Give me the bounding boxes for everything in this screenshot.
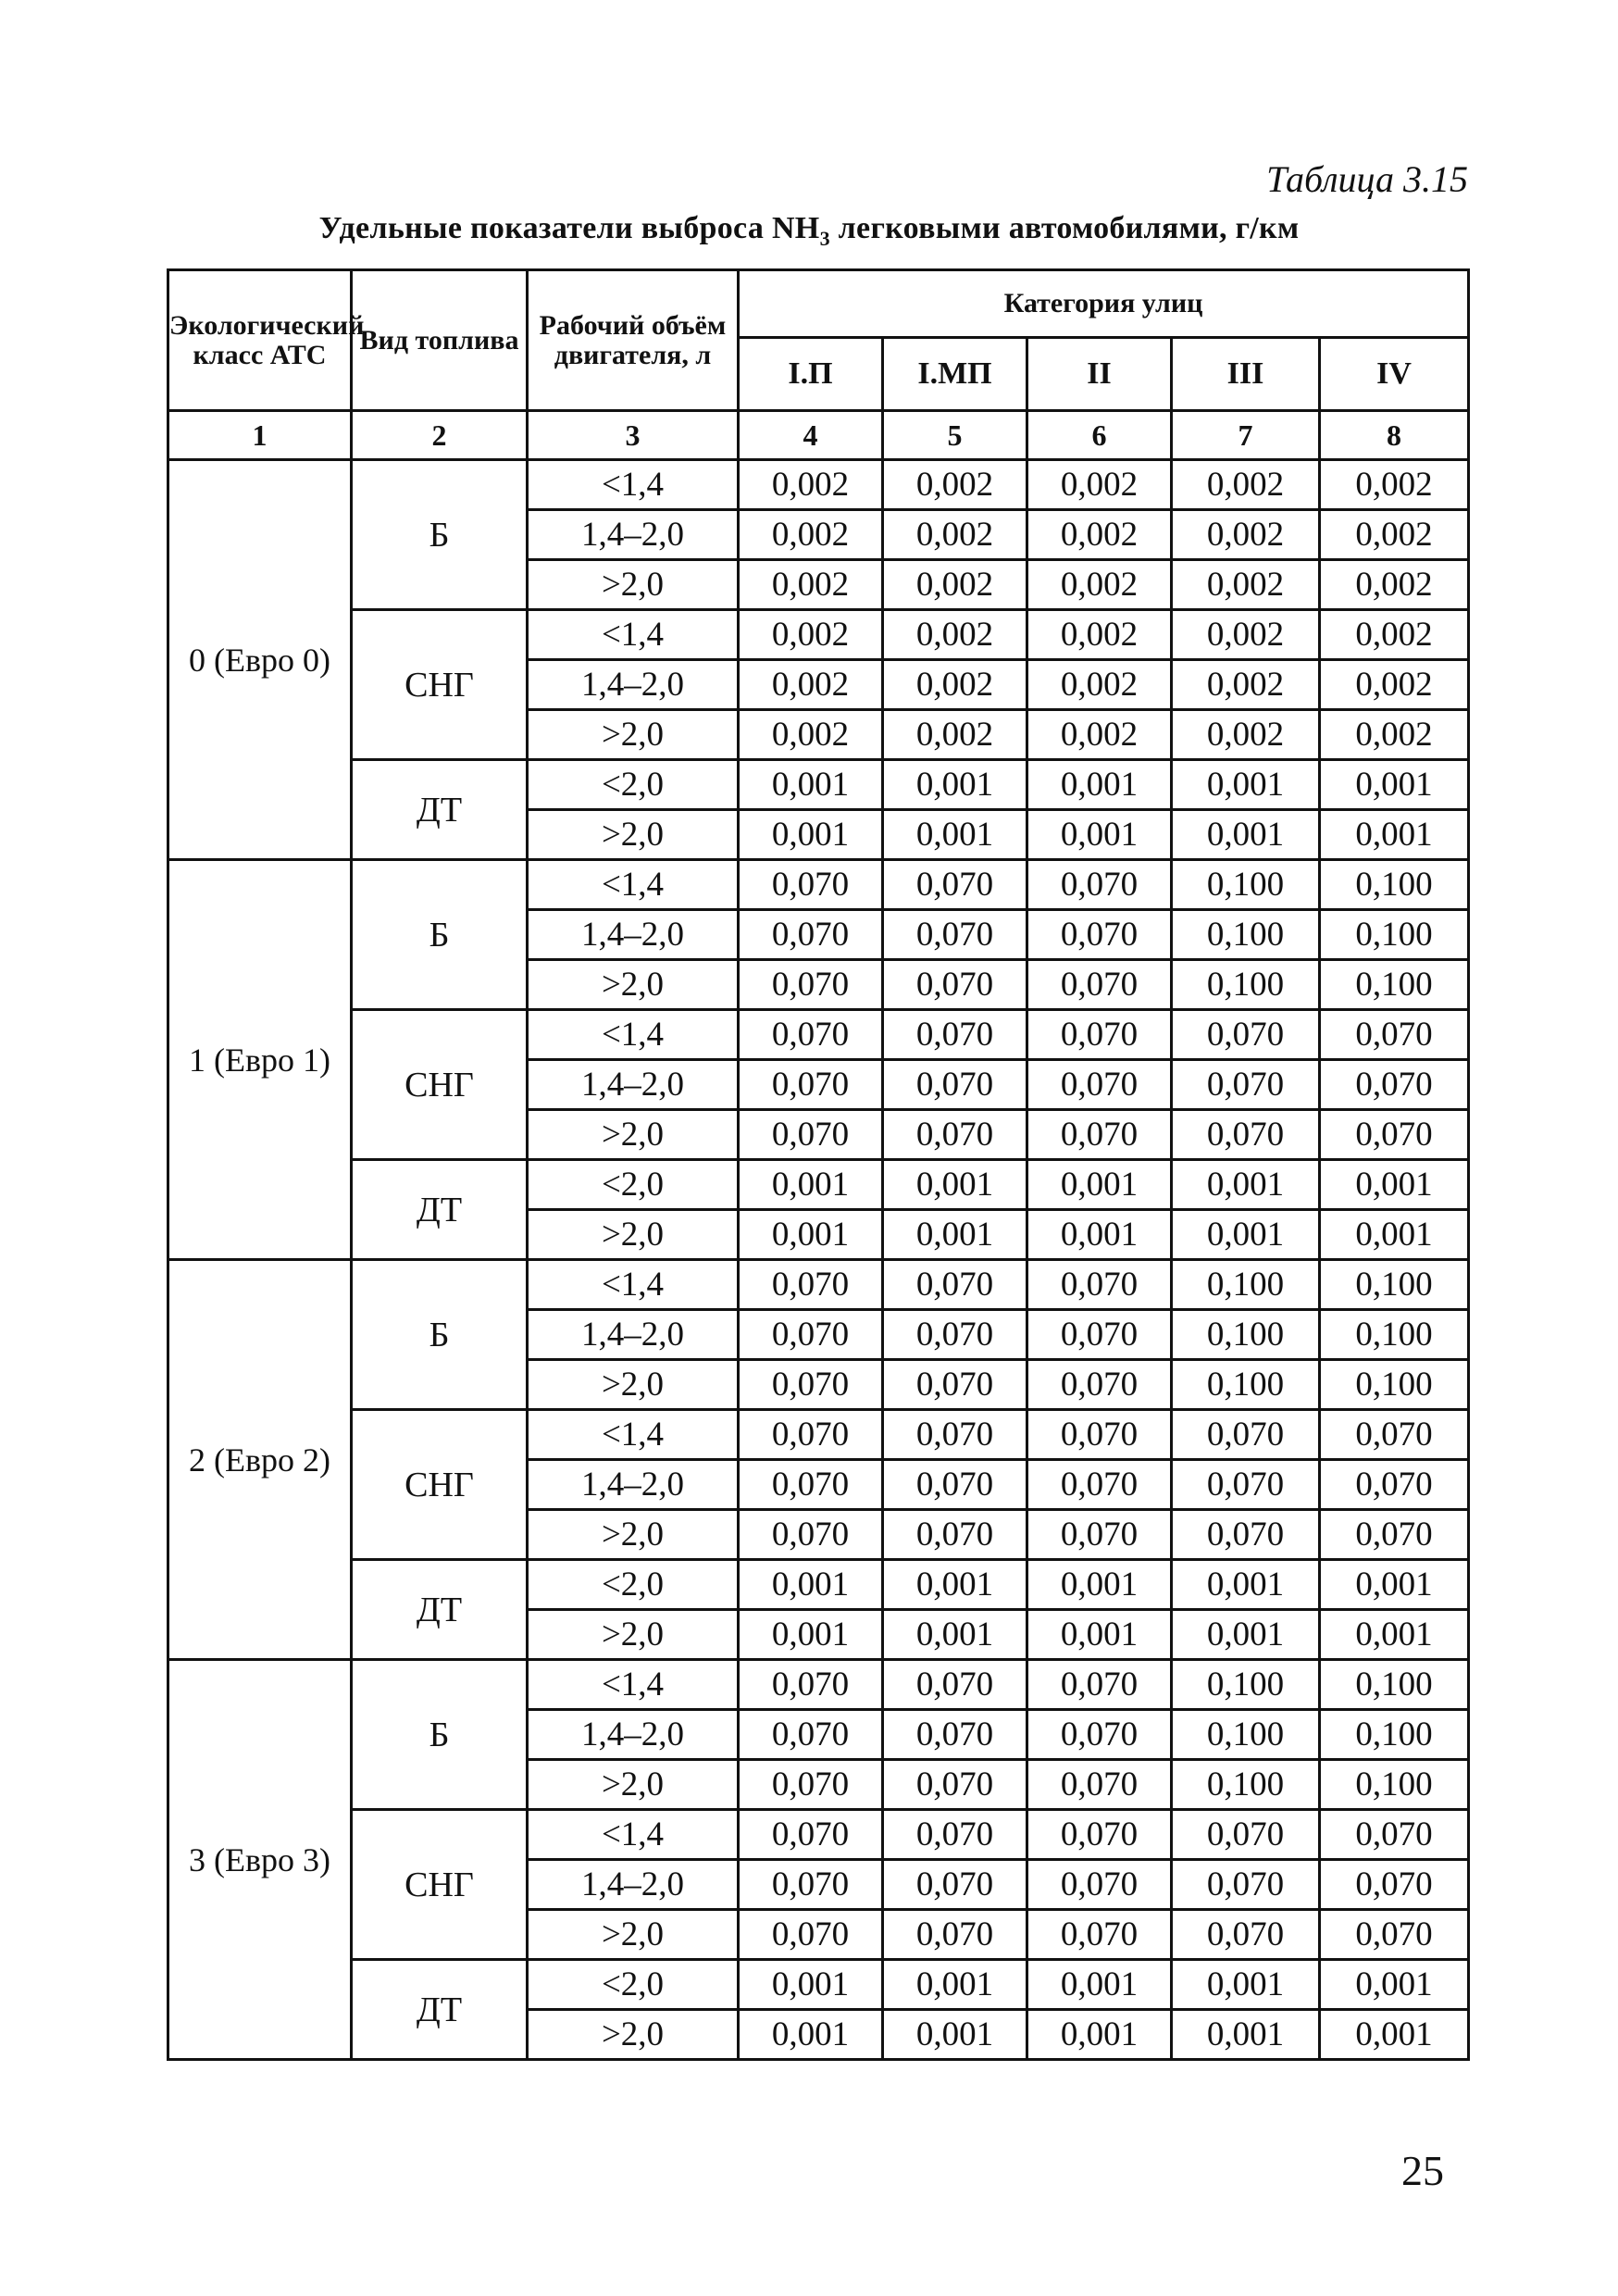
engine-volume-cell: <1,4 <box>528 610 739 660</box>
emission-value-cell: 0,070 <box>883 1710 1027 1760</box>
emission-value-cell: 0,070 <box>1027 1060 1172 1110</box>
engine-volume-cell: >2,0 <box>528 1110 739 1160</box>
emission-value-cell: 0,100 <box>1172 910 1320 960</box>
engine-volume-cell: >2,0 <box>528 1210 739 1260</box>
table-row <box>168 1560 1469 1610</box>
emission-value-cell: 0,001 <box>1172 2010 1320 2060</box>
emission-value-cell: 0,001 <box>1320 810 1469 860</box>
street-category-header: Категория улиц <box>739 270 1469 338</box>
category-header: IV <box>1320 338 1469 411</box>
emission-value-cell: 0,002 <box>739 710 883 760</box>
table-row <box>168 860 1469 910</box>
emission-value-cell: 0,001 <box>739 760 883 810</box>
emission-value-cell: 0,070 <box>883 1060 1027 1110</box>
emission-value-cell: 0,070 <box>1320 1060 1469 1110</box>
engine-volume-cell: >2,0 <box>528 2010 739 2060</box>
emission-value-cell: 0,001 <box>1027 1960 1172 2010</box>
engine-volume-cell: 1,4–2,0 <box>528 1060 739 1110</box>
emission-value-cell: 0,001 <box>739 810 883 860</box>
emission-value-cell: 0,001 <box>1027 810 1172 860</box>
emission-value-cell: 0,002 <box>883 460 1027 510</box>
column-number: 7 <box>1172 411 1320 460</box>
emission-value-cell: 0,002 <box>1172 660 1320 710</box>
emission-value-cell: 0,070 <box>739 910 883 960</box>
emission-value-cell: 0,002 <box>1027 460 1172 510</box>
emission-value-cell: 0,001 <box>1320 1160 1469 1210</box>
emission-value-cell: 0,001 <box>1320 760 1469 810</box>
emission-value-cell: 0,001 <box>1172 1610 1320 1660</box>
emission-value-cell: 0,070 <box>739 1910 883 1960</box>
emission-value-cell: 0,070 <box>883 1360 1027 1410</box>
caption-subscript: 3 <box>819 226 830 250</box>
emission-value-cell: 0,002 <box>1027 660 1172 710</box>
engine-volume-cell: <2,0 <box>528 1960 739 2010</box>
emission-value-cell: 0,070 <box>1172 1810 1320 1860</box>
caption-text-start: Удельные показатели выброса NH <box>318 211 820 245</box>
emission-value-cell: 0,070 <box>883 1510 1027 1560</box>
engine-volume-cell: <1,4 <box>528 460 739 510</box>
emission-value-cell: 0,002 <box>1172 560 1320 610</box>
column-number: 6 <box>1027 411 1172 460</box>
emission-value-cell: 0,070 <box>883 1310 1027 1360</box>
emission-value-cell: 0,070 <box>1172 1410 1320 1460</box>
table-row <box>168 1960 1469 2010</box>
emission-value-cell: 0,070 <box>1320 1410 1469 1460</box>
emission-value-cell: 0,070 <box>883 1860 1027 1910</box>
emission-value-cell: 0,100 <box>1172 860 1320 910</box>
fuel-type-header: Вид топлива <box>352 270 528 411</box>
emission-value-cell: 0,001 <box>1027 1610 1172 1660</box>
table-row <box>168 610 1469 660</box>
emission-value-cell: 0,001 <box>739 1960 883 2010</box>
emission-value-cell: 0,070 <box>1172 1860 1320 1910</box>
emission-value-cell: 0,070 <box>739 1110 883 1160</box>
engine-volume-header: Рабочий объём двигателя, л <box>528 270 739 411</box>
emission-value-cell: 0,001 <box>883 810 1027 860</box>
emission-value-cell: 0,001 <box>1027 1210 1172 1260</box>
engine-volume-cell: >2,0 <box>528 1510 739 1560</box>
emission-value-cell: 0,002 <box>1027 610 1172 660</box>
emission-value-cell: 0,070 <box>1172 1110 1320 1160</box>
caption-text-end: легковыми автомобилями, г/км <box>829 211 1300 245</box>
emission-value-cell: 0,100 <box>1172 1310 1320 1360</box>
table-row <box>168 1260 1469 1310</box>
emission-value-cell: 0,070 <box>739 860 883 910</box>
fuel-type-cell: Б <box>352 860 528 1010</box>
emission-value-cell: 0,070 <box>1172 1010 1320 1060</box>
emission-value-cell: 0,070 <box>739 960 883 1010</box>
header-row <box>168 270 1469 338</box>
emission-value-cell: 0,002 <box>1172 460 1320 510</box>
emission-value-cell: 0,001 <box>1172 1160 1320 1210</box>
emission-value-cell: 0,070 <box>1027 1910 1172 1960</box>
emission-value-cell: 0,002 <box>883 560 1027 610</box>
emission-value-cell: 0,100 <box>1320 860 1469 910</box>
emission-value-cell: 0,070 <box>1027 1510 1172 1560</box>
emission-value-cell: 0,002 <box>739 510 883 560</box>
engine-volume-cell: <1,4 <box>528 1410 739 1460</box>
emission-value-cell: 0,100 <box>1172 1360 1320 1410</box>
emission-value-cell: 0,070 <box>883 1760 1027 1810</box>
emission-value-cell: 0,001 <box>739 1160 883 1210</box>
emission-value-cell: 0,070 <box>883 1660 1027 1710</box>
emission-value-cell: 0,001 <box>883 2010 1027 2060</box>
emission-value-cell: 0,002 <box>1172 710 1320 760</box>
engine-volume-cell: <1,4 <box>528 1010 739 1060</box>
engine-volume-cell: 1,4–2,0 <box>528 910 739 960</box>
column-number: 3 <box>528 411 739 460</box>
eco-class-header: Экологический класс АТС <box>168 270 352 411</box>
eco-class-cell: 2 (Евро 2) <box>168 1260 352 1660</box>
emission-value-cell: 0,100 <box>1320 1760 1469 1810</box>
page-number: 25 <box>1401 2147 1444 2194</box>
emission-value-cell: 0,070 <box>1027 1260 1172 1310</box>
fuel-type-cell: ДТ <box>352 1560 528 1660</box>
emission-value-cell: 0,070 <box>1172 1060 1320 1110</box>
engine-volume-cell: >2,0 <box>528 1760 739 1810</box>
emission-value-cell: 0,070 <box>1320 1510 1469 1560</box>
emission-value-cell: 0,002 <box>1320 710 1469 760</box>
emission-value-cell: 0,070 <box>1027 1710 1172 1760</box>
engine-volume-cell: >2,0 <box>528 960 739 1010</box>
emission-value-cell: 0,070 <box>739 1810 883 1860</box>
emission-value-cell: 0,001 <box>1320 1210 1469 1260</box>
eco-class-cell: 0 (Евро 0) <box>168 460 352 860</box>
emission-value-cell: 0,070 <box>1027 1360 1172 1410</box>
emission-value-cell: 0,002 <box>1320 560 1469 610</box>
emission-value-cell: 0,001 <box>1172 1960 1320 2010</box>
emission-value-cell: 0,001 <box>1027 1160 1172 1210</box>
table-caption <box>0 211 1618 251</box>
emission-value-cell: 0,002 <box>1027 510 1172 560</box>
engine-volume-cell: >2,0 <box>528 1610 739 1660</box>
emission-value-cell: 0,002 <box>1320 610 1469 660</box>
emission-value-cell: 0,002 <box>1320 460 1469 510</box>
emission-value-cell: 0,002 <box>739 660 883 710</box>
column-number: 8 <box>1320 411 1469 460</box>
emission-value-cell: 0,070 <box>739 1410 883 1460</box>
emission-value-cell: 0,070 <box>1027 1010 1172 1060</box>
engine-volume-cell: 1,4–2,0 <box>528 1710 739 1760</box>
engine-volume-cell: 1,4–2,0 <box>528 510 739 560</box>
column-number: 5 <box>883 411 1027 460</box>
column-number: 4 <box>739 411 883 460</box>
emission-value-cell: 0,001 <box>1320 2010 1469 2060</box>
emission-value-cell: 0,001 <box>739 1210 883 1260</box>
emission-value-cell: 0,070 <box>1027 1810 1172 1860</box>
emission-value-cell: 0,100 <box>1172 1660 1320 1710</box>
emission-value-cell: 0,001 <box>883 1960 1027 2010</box>
engine-volume-cell: 1,4–2,0 <box>528 1460 739 1510</box>
emission-value-cell: 0,002 <box>1172 610 1320 660</box>
emission-value-cell: 0,100 <box>1320 1310 1469 1360</box>
emission-value-cell: 0,002 <box>1172 510 1320 560</box>
emission-value-cell: 0,002 <box>739 560 883 610</box>
emission-value-cell: 0,100 <box>1172 960 1320 1010</box>
emission-value-cell: 0,070 <box>1172 1910 1320 1960</box>
emission-value-cell: 0,070 <box>883 1810 1027 1860</box>
emission-value-cell: 0,070 <box>1320 1010 1469 1060</box>
emission-value-cell: 0,001 <box>1027 2010 1172 2060</box>
emission-value-cell: 0,070 <box>739 1360 883 1410</box>
emission-value-cell: 0,001 <box>1172 810 1320 860</box>
emission-value-cell: 0,001 <box>739 1560 883 1610</box>
emission-value-cell: 0,002 <box>739 610 883 660</box>
engine-volume-cell: 1,4–2,0 <box>528 1860 739 1910</box>
emission-value-cell: 0,100 <box>1172 1260 1320 1310</box>
emission-value-cell: 0,001 <box>1172 1210 1320 1260</box>
emission-value-cell: 0,070 <box>1027 1460 1172 1510</box>
emission-value-cell: 0,001 <box>1172 1560 1320 1610</box>
engine-volume-cell: <2,0 <box>528 1560 739 1610</box>
emission-value-cell: 0,001 <box>883 760 1027 810</box>
emission-value-cell: 0,070 <box>1320 1460 1469 1510</box>
emission-value-cell: 0,070 <box>883 960 1027 1010</box>
emission-value-cell: 0,070 <box>1027 910 1172 960</box>
emission-value-cell: 0,070 <box>739 1710 883 1760</box>
fuel-type-cell: СНГ <box>352 1810 528 1960</box>
category-header: I.МП <box>883 338 1027 411</box>
engine-volume-cell: >2,0 <box>528 560 739 610</box>
emission-value-cell: 0,070 <box>1320 1860 1469 1910</box>
emission-value-cell: 0,002 <box>1027 710 1172 760</box>
emission-value-cell: 0,070 <box>739 1760 883 1810</box>
emission-value-cell: 0,070 <box>739 1510 883 1560</box>
fuel-type-cell: СНГ <box>352 610 528 760</box>
emission-value-cell: 0,001 <box>739 1610 883 1660</box>
emission-value-cell: 0,070 <box>1027 1110 1172 1160</box>
table-row <box>168 1410 1469 1460</box>
eco-class-cell: 3 (Евро 3) <box>168 1660 352 2060</box>
fuel-type-cell: Б <box>352 460 528 610</box>
emission-value-cell: 0,002 <box>883 610 1027 660</box>
emission-value-cell: 0,002 <box>883 710 1027 760</box>
emission-value-cell: 0,070 <box>883 1410 1027 1460</box>
emission-value-cell: 0,070 <box>1320 1110 1469 1160</box>
table-header <box>168 270 1469 460</box>
emission-value-cell: 0,070 <box>739 1010 883 1060</box>
emission-value-cell: 0,070 <box>1027 1760 1172 1810</box>
emission-value-cell: 0,002 <box>1027 560 1172 610</box>
emission-value-cell: 0,100 <box>1172 1760 1320 1810</box>
emission-value-cell: 0,070 <box>739 1060 883 1110</box>
emission-value-cell: 0,001 <box>1027 760 1172 810</box>
emission-value-cell: 0,070 <box>1172 1460 1320 1510</box>
emission-value-cell: 0,070 <box>739 1310 883 1360</box>
emission-value-cell: 0,001 <box>1320 1560 1469 1610</box>
eco-class-cell: 1 (Евро 1) <box>168 860 352 1260</box>
emission-value-cell: 0,070 <box>1172 1510 1320 1560</box>
emission-value-cell: 0,001 <box>1027 1560 1172 1610</box>
category-header: I.П <box>739 338 883 411</box>
emission-value-cell: 0,070 <box>883 910 1027 960</box>
table-row <box>168 760 1469 810</box>
emission-value-cell: 0,001 <box>883 1160 1027 1210</box>
column-number: 1 <box>168 411 352 460</box>
table-row <box>168 1810 1469 1860</box>
table-row <box>168 1010 1469 1060</box>
fuel-type-cell: СНГ <box>352 1010 528 1160</box>
fuel-type-cell: Б <box>352 1660 528 1810</box>
emission-value-cell: 0,070 <box>1320 1810 1469 1860</box>
emission-value-cell: 0,001 <box>1320 1610 1469 1660</box>
engine-volume-cell: <1,4 <box>528 1810 739 1860</box>
engine-volume-cell: <1,4 <box>528 860 739 910</box>
emission-value-cell: 0,001 <box>1172 760 1320 810</box>
emission-value-cell: 0,002 <box>739 460 883 510</box>
fuel-type-cell: ДТ <box>352 760 528 860</box>
emission-value-cell: 0,070 <box>1027 860 1172 910</box>
table-body <box>168 460 1469 2060</box>
emission-value-cell: 0,100 <box>1172 1710 1320 1760</box>
emission-value-cell: 0,070 <box>739 1460 883 1510</box>
emission-value-cell: 0,070 <box>883 1260 1027 1310</box>
emission-value-cell: 0,070 <box>739 1260 883 1310</box>
category-header: III <box>1172 338 1320 411</box>
emission-value-cell: 0,002 <box>1320 660 1469 710</box>
emission-value-cell: 0,070 <box>1027 1410 1172 1460</box>
engine-volume-cell: >2,0 <box>528 810 739 860</box>
emission-value-cell: 0,070 <box>883 1460 1027 1510</box>
column-number-row <box>168 411 1469 460</box>
emission-value-cell: 0,070 <box>1027 1660 1172 1710</box>
table-row <box>168 1160 1469 1210</box>
engine-volume-cell: >2,0 <box>528 1360 739 1410</box>
fuel-type-cell: Б <box>352 1260 528 1410</box>
fuel-type-cell: ДТ <box>352 1160 528 1260</box>
emission-value-cell: 0,001 <box>883 1210 1027 1260</box>
emission-value-cell: 0,070 <box>883 1910 1027 1960</box>
engine-volume-cell: 1,4–2,0 <box>528 1310 739 1360</box>
emission-value-cell: 0,070 <box>883 1110 1027 1160</box>
emission-value-cell: 0,100 <box>1320 1260 1469 1310</box>
engine-volume-cell: >2,0 <box>528 710 739 760</box>
emission-value-cell: 0,002 <box>883 660 1027 710</box>
engine-volume-cell: <1,4 <box>528 1660 739 1710</box>
table-row <box>168 460 1469 510</box>
category-header: II <box>1027 338 1172 411</box>
emission-value-cell: 0,070 <box>1027 1860 1172 1910</box>
emission-value-cell: 0,100 <box>1320 1360 1469 1410</box>
emission-value-cell: 0,001 <box>739 2010 883 2060</box>
emission-value-cell: 0,002 <box>1320 510 1469 560</box>
emission-value-cell: 0,001 <box>1320 1960 1469 2010</box>
engine-volume-cell: 1,4–2,0 <box>528 660 739 710</box>
fuel-type-cell: ДТ <box>352 1960 528 2060</box>
emission-table <box>167 268 1470 2061</box>
fuel-type-cell: СНГ <box>352 1410 528 1560</box>
emission-value-cell: 0,070 <box>883 860 1027 910</box>
emission-value-cell: 0,070 <box>739 1860 883 1910</box>
emission-value-cell: 0,001 <box>883 1610 1027 1660</box>
column-number: 2 <box>352 411 528 460</box>
emission-value-cell: 0,070 <box>1320 1910 1469 1960</box>
engine-volume-cell: <2,0 <box>528 760 739 810</box>
emission-value-cell: 0,070 <box>1027 1310 1172 1360</box>
emission-value-cell: 0,100 <box>1320 910 1469 960</box>
emission-value-cell: 0,002 <box>883 510 1027 560</box>
engine-volume-cell: <1,4 <box>528 1260 739 1310</box>
emission-value-cell: 0,070 <box>739 1660 883 1710</box>
emission-value-cell: 0,100 <box>1320 1660 1469 1710</box>
emission-value-cell: 0,001 <box>883 1560 1027 1610</box>
emission-value-cell: 0,100 <box>1320 960 1469 1010</box>
engine-volume-cell: <2,0 <box>528 1160 739 1210</box>
emission-value-cell: 0,070 <box>1027 960 1172 1010</box>
engine-volume-cell: >2,0 <box>528 1910 739 1960</box>
table-row <box>168 1660 1469 1710</box>
table-number-label: Таблица 3.15 <box>1266 158 1468 200</box>
emission-value-cell: 0,100 <box>1320 1710 1469 1760</box>
emission-value-cell: 0,070 <box>883 1010 1027 1060</box>
